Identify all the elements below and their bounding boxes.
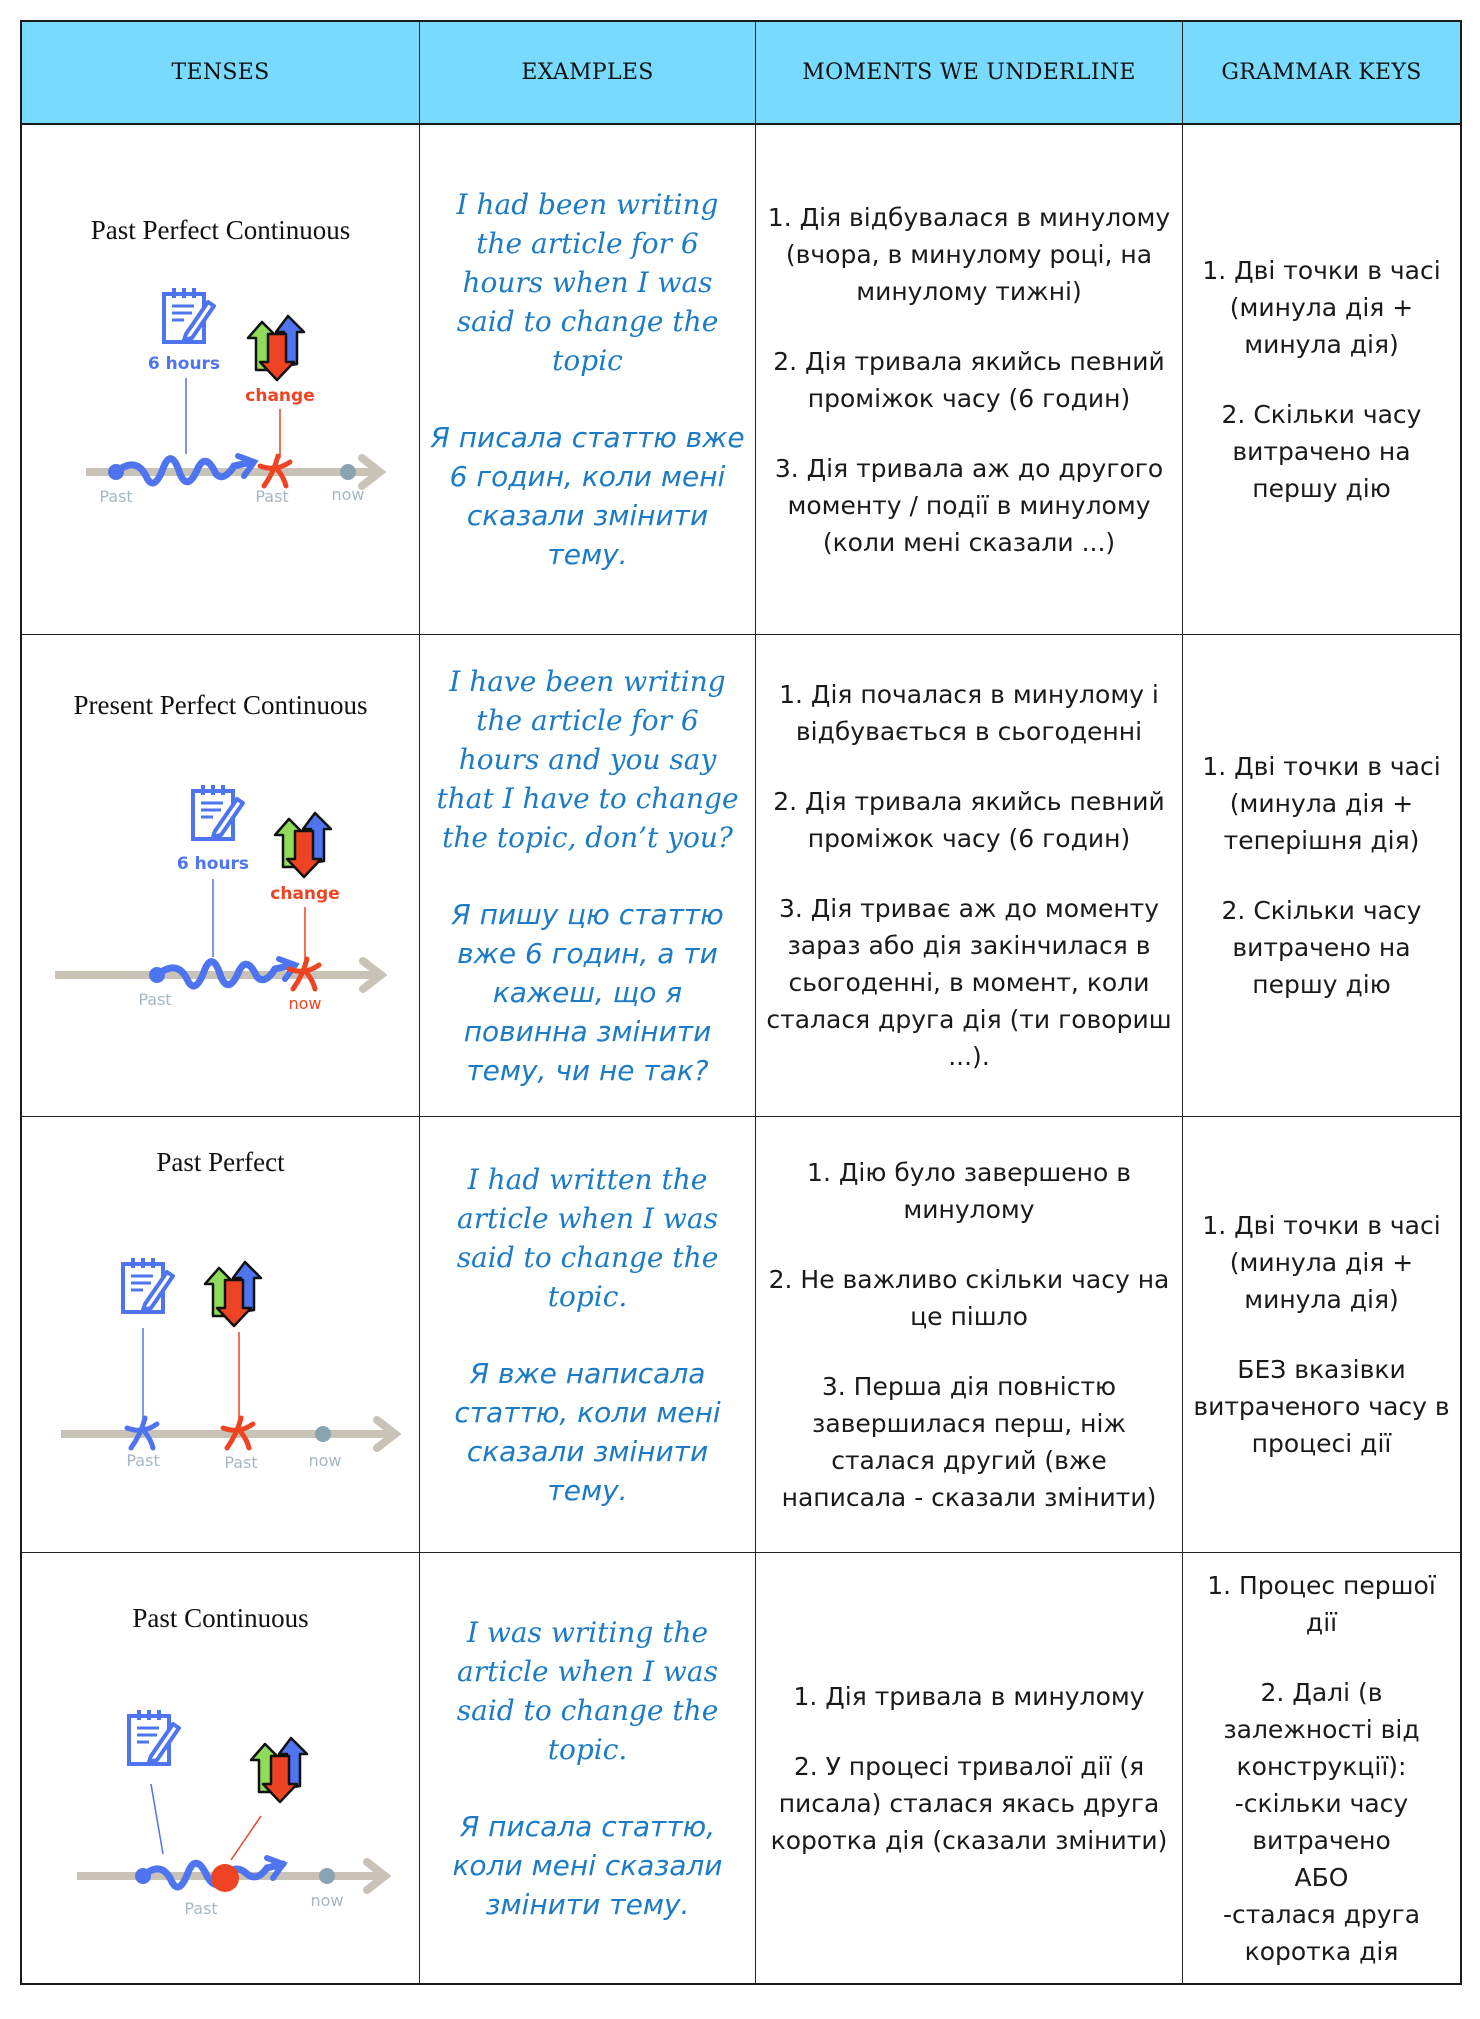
change-arrows-icon xyxy=(205,1262,261,1326)
timeline-label-now: now xyxy=(307,1451,342,1470)
timeline-label-past: Past xyxy=(125,1451,160,1470)
header-tenses-label: TENSES xyxy=(171,60,270,85)
duration-label: 6 hours xyxy=(147,354,220,374)
moment-item: 2. Дія тривала якийсь певний проміжок часу (6 годин) xyxy=(773,787,1165,853)
moment-item: 1. Дію було завершено в минулому xyxy=(807,1157,1131,1224)
writing-pointer xyxy=(151,1784,163,1854)
timeline-label-now: now xyxy=(330,485,365,504)
example-ukrainian: Я вже написала статтю, коли мені сказали змінити тему. xyxy=(454,1356,721,1507)
grammar-key-item: 2. Далі (в залежності від конструкції): -скільки часу витрачено АБО -сталася друга коротка дія xyxy=(1222,1677,1421,1966)
tense-cell-past-continuous xyxy=(22,1553,420,1983)
event-label: change xyxy=(244,386,315,406)
change-arrows-icon xyxy=(251,1738,307,1802)
timeline-diagram xyxy=(51,1704,391,1934)
now-point xyxy=(340,464,356,480)
change-arrows-icon xyxy=(248,316,304,380)
moment-item: 3. Дія триває аж до моменту зараз або дія закінчилася в сьогоденні, в момент, коли сталася друга дія (ти говориш ...). xyxy=(766,894,1172,1071)
timeline-label-past-2: Past xyxy=(254,487,289,506)
moments-cell xyxy=(756,635,1183,1117)
moment-item: 1. Дія почалася в минулому і відбувається в сьогоденні xyxy=(779,680,1159,746)
grammar-key-item: 2. Скільки часу витрачено на першу дію xyxy=(1221,400,1422,503)
event-dot xyxy=(211,1864,239,1892)
grammar-keys-cell xyxy=(1183,1117,1460,1553)
moments-cell xyxy=(756,1553,1183,1983)
examples-cell xyxy=(420,1117,756,1553)
notepad-icon xyxy=(164,288,214,342)
moments-cell xyxy=(756,1117,1183,1553)
timeline-label-past: Past xyxy=(137,990,172,1009)
example-english: I had written the article when I was said to change the topic. xyxy=(456,1162,719,1313)
timeline-diagram xyxy=(56,276,386,506)
grammar-key-item: 1. Дві точки в часі (минула дія + теперішня дія) xyxy=(1202,752,1441,855)
moment-item: 3. Перша дія повністю завершилася перш, ніж сталася другий (вже написала - сказали змінити) xyxy=(781,1371,1157,1512)
change-arrows-icon xyxy=(275,813,331,877)
header-moments xyxy=(756,22,1183,125)
moment-item: 1. Дія відбувалася в минулому (вчора, в минулому році, на минулому тижні) xyxy=(767,202,1171,306)
notepad-icon xyxy=(123,1258,173,1312)
grammar-key-item: 1. Дві точки в часі (минула дія + минула дія) xyxy=(1202,256,1441,359)
header-examples-label: EXAMPLES xyxy=(521,60,654,85)
tenses-table xyxy=(20,20,1462,1985)
tense-cell-past-perfect-continuous xyxy=(22,125,420,635)
header-moments-label: MOMENTS WE UNDERLINE xyxy=(802,60,1136,85)
event-label: change xyxy=(269,884,340,904)
grammar-key-item: 2. Скільки часу витрачено на першу дію xyxy=(1221,896,1422,999)
examples-cell xyxy=(420,635,756,1117)
grammar-key-item: 1. Дві точки в часі (минула дія + минула дія) xyxy=(1202,1211,1441,1314)
example-ukrainian: Я писала статтю, коли мені сказали змінити тему. xyxy=(452,1809,723,1921)
duration-label: 6 hours xyxy=(176,854,249,874)
timeline-label-past-2: Past xyxy=(223,1453,258,1472)
moment-item: 2. Не важливо скільки часу на це пішло xyxy=(768,1264,1170,1331)
example-english: I have been writing the article for 6 hours and you say that I have to change the topic, don’t you? xyxy=(436,664,739,854)
grammar-keys-cell xyxy=(1183,125,1460,635)
notepad-icon xyxy=(129,1710,179,1764)
timeline-diagram xyxy=(41,771,401,1021)
tense-name: Past Continuous xyxy=(132,1603,309,1633)
tense-name: Past Perfect xyxy=(156,1147,285,1177)
tense-cell-present-perfect-continuous xyxy=(22,635,420,1117)
grammar-key-item: 1. Процес першої дії xyxy=(1207,1570,1436,1637)
example-ukrainian: Я писала статтю вже 6 годин, коли мені сказали змінити тему. xyxy=(430,421,745,571)
timeline-label-now: now xyxy=(309,1891,344,1910)
event-pointer xyxy=(231,1816,261,1860)
moments-cell xyxy=(756,125,1183,635)
timeline-label-now: now xyxy=(287,994,322,1013)
grammar-keys-cell xyxy=(1183,635,1460,1117)
example-ukrainian: Я пишу цю статтю вже 6 годин, а ти кажеш, що я повинна змінити тему, чи не так? xyxy=(451,897,724,1087)
moment-item: 1. Дія тривала в минулому xyxy=(793,1681,1145,1711)
moment-item: 2. У процесі тривалої дії (я писала) сталася якась друга коротка дія (сказали змінити) xyxy=(770,1751,1168,1855)
grammar-key-item: БЕЗ вказівки витраченого часу в процесі дії xyxy=(1193,1355,1450,1458)
example-english: I had been writing the article for 6 hours when I was said to change the topic xyxy=(456,188,719,377)
now-point xyxy=(319,1868,335,1884)
timeline-label-past: Past xyxy=(183,1899,218,1918)
moment-item: 3. Дія тривала аж до другого моменту / події в минулому (коли мені сказали ...) xyxy=(774,453,1164,557)
grammar-keys-cell xyxy=(1183,1553,1460,1983)
now-point xyxy=(315,1426,331,1442)
header-keys-label: GRAMMAR KEYS xyxy=(1221,60,1422,85)
tense-name: Past Perfect Continuous xyxy=(90,215,351,245)
tense-cell-past-perfect xyxy=(22,1117,420,1553)
timeline-label-past: Past xyxy=(98,487,133,506)
moment-item: 2. Дія тривала якийсь певний проміжок часу (6 годин) xyxy=(773,346,1165,413)
timeline-diagram xyxy=(41,1248,401,1478)
examples-cell xyxy=(420,1553,756,1983)
notepad-icon xyxy=(193,785,243,839)
header-tenses xyxy=(22,22,420,125)
examples-cell xyxy=(420,125,756,635)
example-english: I was writing the article when I was said to change the topic. xyxy=(456,1615,719,1766)
header-examples xyxy=(420,22,756,125)
tense-name: Present Perfect Continuous xyxy=(73,690,368,720)
header-grammar-keys xyxy=(1183,22,1460,125)
